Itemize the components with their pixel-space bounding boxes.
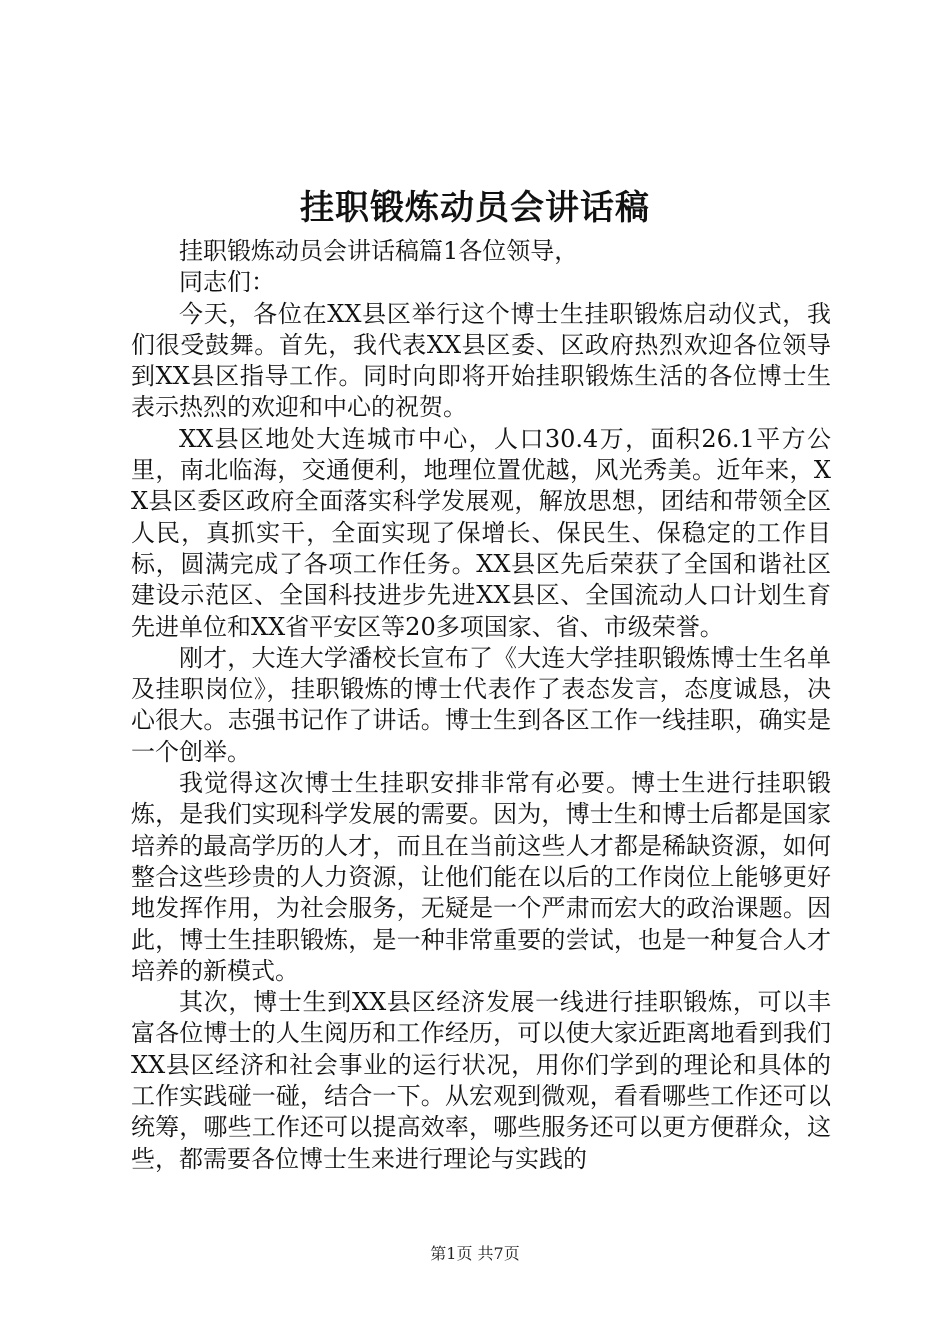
- paragraph-opening: 挂职锻炼动员会讲话稿篇1各位领导，: [179, 237, 579, 265]
- paragraph-second-point: 其次，博士生到XX县区经济发展一线进行挂职锻炼，可以丰富各位博士的人生阅历和工作经历，可以使大家近距离地看到我们XX县区经济和社会事业的运行状况，用你们学到的理论和具体的工作实践碰一碰，结合一下。从宏观到微观，看看哪些工作还可以统筹，哪些工作还可以提高效率，哪些服务还可以更方便群众，这些，都需要各位博士生来进行理论与实践的: [131, 988, 831, 1173]
- paragraph-necessity: 我觉得这次博士生挂职安排非常有必要。博士生进行挂职锻炼，是我们实现科学发展的需要。因为，博士生和博士后都是国家培养的最高学历的人才，而且在当前这些人才都是稀缺资源，如何整合这些珍贵的人力资源，让他们能在以后的工作岗位上能够更好地发挥作用，为社会服务，无疑是一个严肃而宏大的政治课题。因此，博士生挂职锻炼，是一种非常重要的尝试，也是一种复合人才培养的新模式。: [131, 769, 831, 985]
- document-title: 挂职锻炼动员会讲话稿: [300, 188, 650, 228]
- document-body: [131, 236, 831, 1175]
- paragraph-salutation: 同志们：: [179, 268, 275, 297]
- paragraph-welcome: 今天，各位在XX县区举行这个博士生挂职锻炼启动仪式，我们很受鼓舞。首先，我代表XX县区委、区政府热烈欢迎各位领导到XX县区指导工作。同时向即将开始挂职锻炼生活的各位博士生表示热烈的欢迎和中心的祝贺。: [131, 299, 831, 422]
- page-footer: 第1页 共7页: [430, 1244, 520, 1263]
- paragraph-district-overview: XX县区地处大连城市中心，人口30.4万，面积26.1平方公里，南北临海，交通便利，地理位置优越，风光秀美。近年来，XX县区委区政府全面落实科学发展观，解放思想，团结和带领全区人民，真抓实干，全面实现了保增长、保民生、保稳定的工作目标，圆满完成了各项工作任务。XX县区先后荣获了全国和谐社区建设示范区、全国科技进步先进XX县区、全国流动人口计划生育先进单位和XX省平安区等20多项国家、省、市级荣誉。: [131, 424, 831, 641]
- paragraph-announcement: 刚才，大连大学潘校长宣布了《大连大学挂职锻炼博士生名单及挂职岗位》，挂职锻炼的博士代表作了表态发言，态度诚恳，决心很大。志强书记作了讲话。博士生到各区工作一线挂职，确实是一个创举。: [131, 643, 831, 766]
